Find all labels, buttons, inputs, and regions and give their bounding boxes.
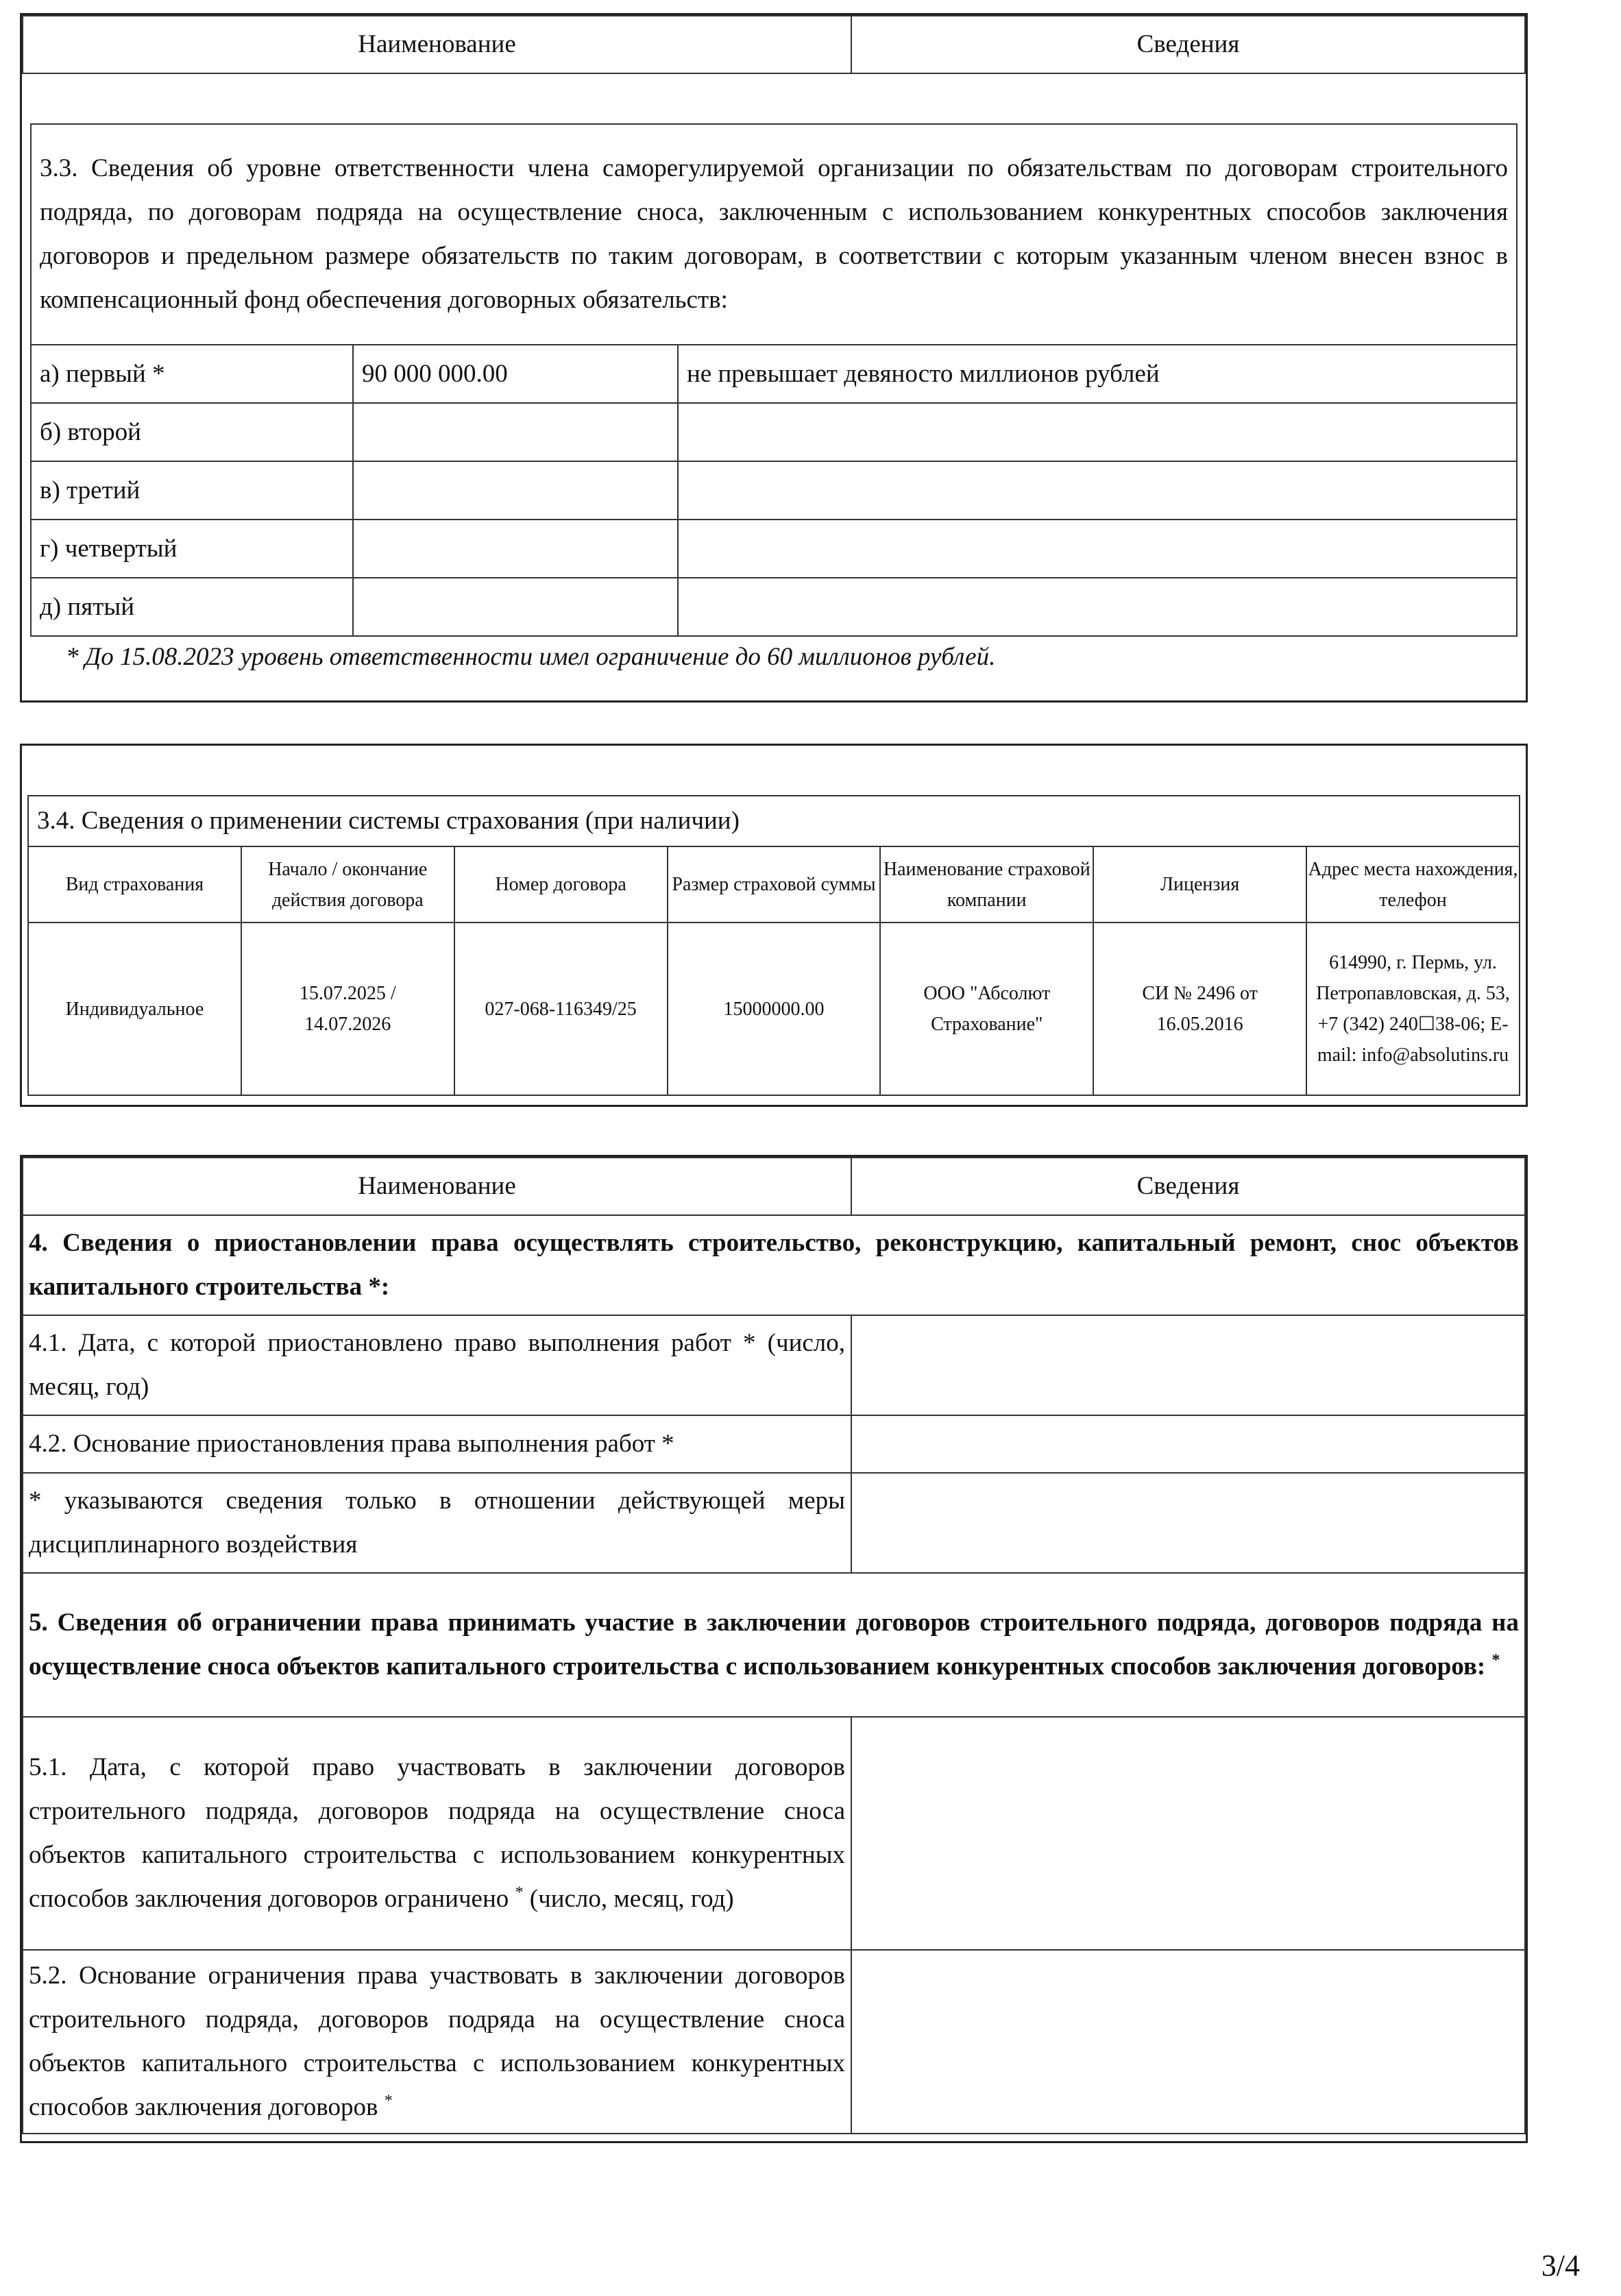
- insurance-col-header: Размер страховой суммы: [668, 846, 881, 923]
- liability-header-table: [22, 15, 1526, 74]
- level-label: б) второй: [31, 403, 353, 461]
- insurance-cell: 027-068-116349/25: [454, 923, 668, 1095]
- level-label: а) первый *: [31, 345, 353, 403]
- liability-levels-table: [30, 123, 1518, 637]
- level-desc: [678, 461, 1517, 520]
- level-label: д) пятый: [31, 578, 353, 636]
- item-41-label: 4.1. Дата, с которой приостановлено право выполнения работ * (число, месяц, год): [23, 1315, 851, 1415]
- level-desc: [678, 520, 1517, 578]
- insurance-col-header: Лицензия: [1093, 846, 1306, 923]
- level-desc: [678, 578, 1517, 636]
- item-52-label: [23, 1950, 851, 2134]
- liability-footnote: * До 15.08.2023 уровень ответственности имел ограничение до 60 миллионов рублей.: [66, 643, 996, 671]
- insurance-cell: 15.07.2025 / 14.07.2026: [241, 923, 454, 1095]
- section-4-note: * указываются сведения только в отношении действующей меры дисциплинарного воздействия: [23, 1473, 851, 1573]
- level-amount: [353, 403, 678, 461]
- insurance-table: [27, 795, 1520, 1096]
- insurance-cell: 614990, г. Пермь, ул. Петропавловская, д. 53, +7 (342) 240☐​38-06; E-mail: info@absolutins.ru: [1306, 923, 1520, 1095]
- level-label: г) четвертый: [31, 520, 353, 578]
- item-42-value: [851, 1415, 1525, 1473]
- insurance-cell: СИ № 2496 от 16.05.2016: [1093, 923, 1306, 1095]
- insurance-col-header: Номер договора: [454, 846, 668, 923]
- page-number: 3/4: [1541, 2249, 1580, 2282]
- section-5-title-text: 5. Сведения об ограничении права принимать участие в заключении договоров строительного подряда, договоров подряда на осуществление сноса объектов капитального строительства с использованием конкурентных способов заключения договоров:: [29, 1609, 1519, 1681]
- insurance-cell: ООО "Абсолют Страхование": [880, 923, 1093, 1095]
- item-51-date-hint: (число, месяц, год): [529, 1885, 734, 1913]
- insurance-col-header: Вид страхования: [28, 846, 241, 923]
- level-amount: [353, 520, 678, 578]
- section-5-star: *: [1491, 1651, 1500, 1670]
- insurance-cell: 15000000.00: [668, 923, 881, 1095]
- insurance-col-header: Начало / окончание действия договора: [241, 846, 454, 923]
- header-info: Сведения: [851, 16, 1525, 73]
- item-51-text: 5.1. Дата, с которой право участвовать в заключении договоров строительного подряда, договоров подряда на осуществление сноса объектов капитального строительства с использованием конкурентных способов заключения договоров ограничено: [29, 1753, 845, 1913]
- item-41-value: [851, 1315, 1525, 1415]
- section-34-title: 3.4. Сведения о применении системы страхования (при наличии): [28, 796, 1520, 846]
- level-desc: [678, 403, 1517, 461]
- level-amount: [353, 461, 678, 520]
- suspension-block: [20, 1155, 1528, 2143]
- item-42-label: 4.2. Основание приостановления права выполнения работ *: [23, 1415, 851, 1473]
- item-52-value: [851, 1950, 1525, 2134]
- item-52-text: 5.2. Основание ограничения права участвовать в заключении договоров строительного подряда, договоров подряда на осуществление сноса объектов капитального строительства с использованием конкурентных способов заключения договоров: [29, 1962, 845, 2121]
- section-4-title: 4. Сведения о приостановлении права осуществлять строительство, реконструкцию, капитальный ремонт, снос объектов капитального строительства *:: [23, 1215, 1525, 1315]
- header-name: Наименование: [23, 1158, 851, 1215]
- level-amount: 90 000 000.00: [353, 345, 678, 403]
- insurance-col-header: Наименование страховой компании: [880, 846, 1093, 923]
- section-33-title: 3.3. Сведения об уровне ответственности члена саморегулируемой организации по обязательствам по договорам строительного подряда, по договорам подряда на осуществление сноса, заключенным с использованием конкурентных способов заключения договоров и предельном размере обязательств по таким договорам, в соответствии с которым указанным членом внесен взнос в компенсационный фонд обеспечения договорных обязательств:: [31, 124, 1517, 345]
- item-51-value: [851, 1717, 1525, 1950]
- insurance-col-header: Адрес места нахождения, телефон: [1306, 846, 1520, 923]
- insurance-cell: Индивидуальное: [28, 923, 241, 1095]
- level-label: в) третий: [31, 461, 353, 520]
- header-info: Сведения: [851, 1158, 1525, 1215]
- suspension-table: [22, 1157, 1526, 2134]
- section-4-note-value: [851, 1473, 1525, 1573]
- insurance-block: [20, 744, 1528, 1107]
- item-51-label: [23, 1717, 851, 1950]
- item-52-star: *: [384, 2092, 393, 2110]
- level-amount: [353, 578, 678, 636]
- item-51-star: *: [515, 1883, 524, 1902]
- section-5-title: [23, 1573, 1525, 1717]
- liability-block: [20, 13, 1528, 703]
- header-name: Наименование: [23, 16, 851, 73]
- level-desc: не превышает девяносто миллионов рублей: [678, 345, 1517, 403]
